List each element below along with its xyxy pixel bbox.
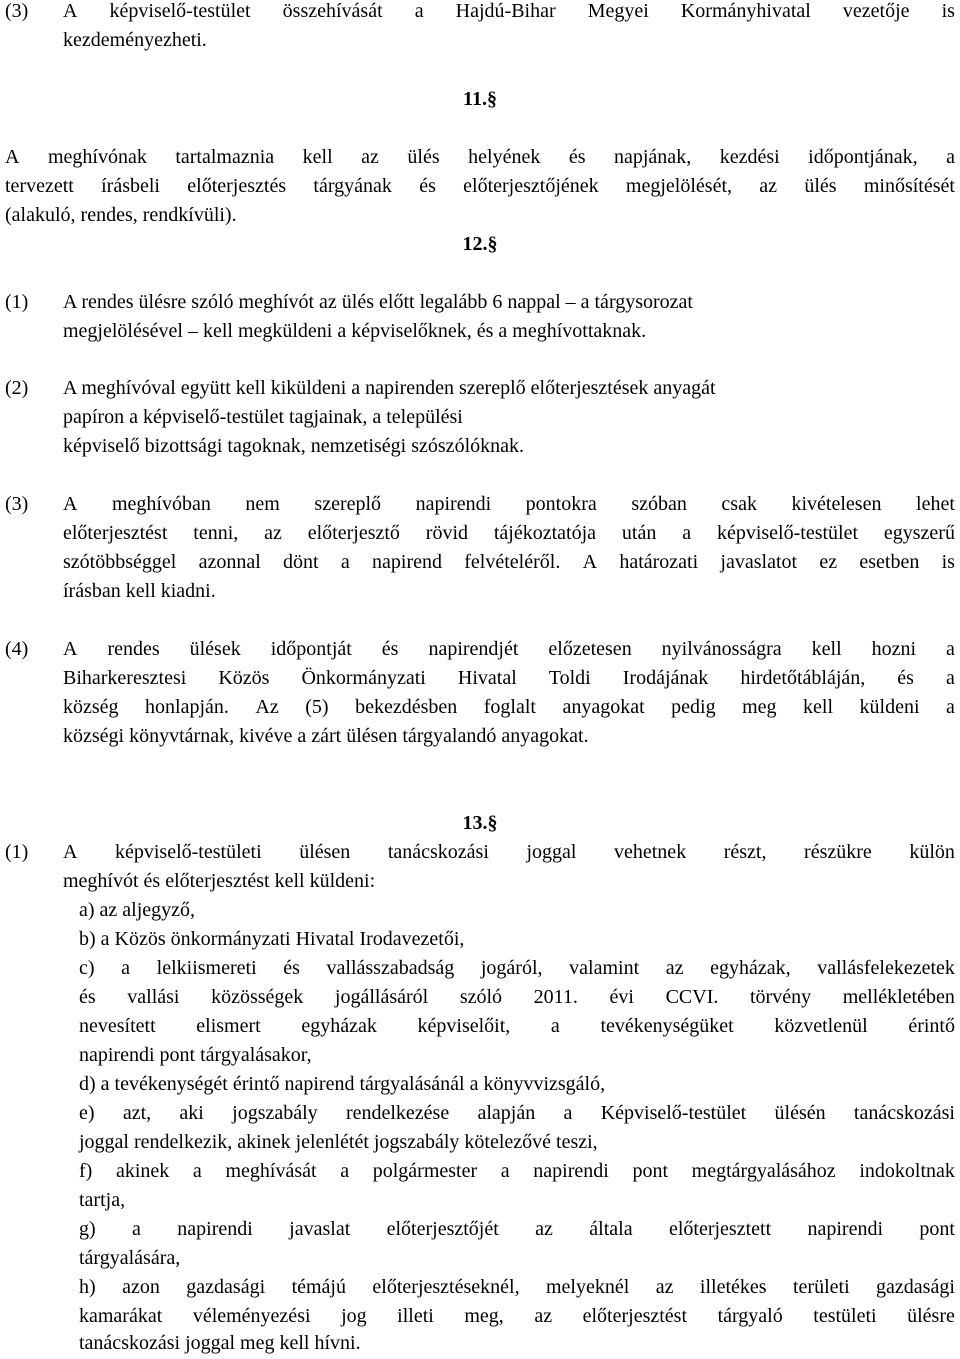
- list-item-f: f) akinek a meghívását a polgármester a napirendi pont megtárgyalásához indokoltnak: [79, 1160, 955, 1182]
- list-item-c-line: és vallási közösségek jogállásáról szóló 2011. évi CCVI. törvény mellékletében: [79, 986, 955, 1008]
- paragraph-number: (3): [5, 493, 29, 515]
- list-item-c: c) a lelkiismereti és vallásszabadság jogáról, valamint az egyházak, vallásfelekezetek: [79, 957, 955, 979]
- list-item-g-line: tárgyalására,: [79, 1247, 181, 1269]
- list-item-g: g) a napirendi javaslat előterjesztőjét az általa előterjesztett napirendi pont: [79, 1218, 955, 1240]
- section-heading-11: 11.§: [463, 88, 497, 110]
- paragraph-line: A képviselő-testületi ülésen tanácskozási joggal vehetnek részt, részükre külön: [63, 841, 955, 863]
- paragraph-number: (3): [5, 0, 29, 22]
- list-item-e: e) azt, aki jogszabály rendelkezése alapján a Képviselő-testület ülésén tanácskozási: [79, 1102, 955, 1124]
- paragraph-line: szótöbbséggel azonnal dönt a napirend felvételéről. A határozati javaslatot ez esetben is: [63, 551, 955, 573]
- paragraph-line: meghívót és előterjesztést kell küldeni:: [63, 870, 376, 892]
- list-item-h: h) azon gazdasági témájú előterjesztéseknél, melyeknél az illetékes területi gazdasági: [79, 1276, 955, 1298]
- list-item-h-line: tanácskozási joggal meg kell hívni.: [79, 1332, 361, 1354]
- paragraph-line: kezdeményezheti.: [63, 29, 207, 51]
- paragraph-line: tervezett írásbeli előterjesztés tárgyának és előterjesztőjének megjelölését, az ülés minősítését: [5, 175, 955, 197]
- section-heading-12: 12.§: [462, 233, 498, 255]
- paragraph-line: képviselő bizottsági tagoknak, nemzetiségi szószólóknak.: [63, 435, 524, 457]
- list-item-c-line: napirendi pont tárgyalásakor,: [79, 1044, 312, 1066]
- paragraph-line: írásban kell kiadni.: [63, 580, 216, 602]
- list-item-a: a) az aljegyző,: [79, 899, 196, 921]
- section-heading-13: 13.§: [462, 812, 498, 834]
- paragraph-line: A rendes ülések időpontját és napirendjét előzetesen nyilvánosságra kell hozni a: [63, 638, 955, 660]
- paragraph-line: A meghívóban nem szereplő napirendi pontokra szóban csak kivételesen lehet: [63, 493, 955, 515]
- paragraph-number: (2): [5, 377, 29, 399]
- paragraph-line: A meghívóval együtt kell kiküldeni a napirenden szereplő előterjesztések anyagát: [63, 377, 716, 399]
- paragraph-line: előterjesztést tenni, az előterjesztő rövid tájékoztatója után a képviselő-testület egyszerű: [63, 522, 955, 544]
- paragraph-line: A rendes ülésre szóló meghívót az ülés előtt legalább 6 nappal – a tárgysorozat: [63, 291, 693, 313]
- list-item-c-line: nevesített elismert egyházak képviselőit, a tevékenységüket közvetlenül érintő: [79, 1015, 955, 1037]
- paragraph-number: (4): [5, 638, 29, 660]
- list-item-e-line: joggal rendelkezik, akinek jelenlétét jogszabály kötelezővé teszi,: [79, 1131, 598, 1153]
- list-item-d: d) a tevékenységét érintő napirend tárgyalásánál a könyvvizsgáló,: [79, 1073, 606, 1095]
- paragraph-line: községi könyvtárnak, kivéve a zárt ülésen tárgyalandó anyagokat.: [63, 725, 589, 747]
- paragraph-line: papíron a képviselő-testület tagjainak, a települési: [63, 406, 463, 428]
- paragraph-line: (alakuló, rendes, rendkívüli).: [5, 204, 237, 226]
- list-item-h-line: kamarákat véleményezési jog illeti meg, az előterjesztést tárgyaló testületi ülésre: [79, 1305, 955, 1327]
- list-item-b: b) a Közös önkormányzati Hivatal Irodavezetői,: [79, 928, 465, 950]
- paragraph-number: (1): [5, 291, 29, 313]
- paragraph-line: A képviselő-testület összehívását a Hajdú-Bihar Megyei Kormányhivatal vezetője is: [63, 0, 955, 22]
- paragraph-number: (1): [5, 841, 29, 863]
- paragraph-line: Biharkeresztesi Közös Önkormányzati Hivatal Toldi Irodájának hirdetőtábláján, és a: [63, 667, 955, 689]
- paragraph-line: község honlapján. Az (5) bekezdésben foglalt anyagokat pedig meg kell küldeni a: [63, 696, 955, 718]
- paragraph-line: megjelölésével – kell megküldeni a képviselőknek, és a meghívottaknak.: [63, 320, 647, 342]
- paragraph-line: A meghívónak tartalmaznia kell az ülés helyének és napjának, kezdési időpontjának, a: [5, 146, 955, 168]
- list-item-f-line: tartja,: [79, 1189, 126, 1211]
